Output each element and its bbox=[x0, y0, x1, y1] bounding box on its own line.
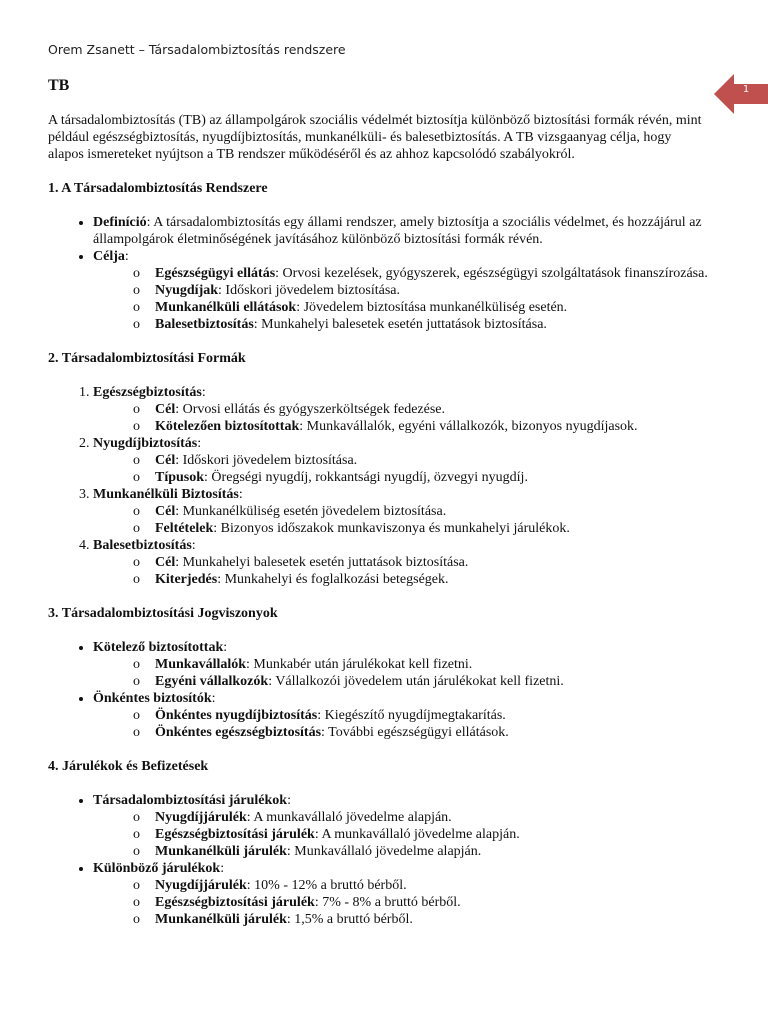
item-text: : Munkavállaló jövedelme alapján. bbox=[286, 844, 482, 859]
item-text: : bbox=[223, 640, 228, 655]
intro-paragraph: A társadalombiztosítás (TB) az állampolgárok szociális védelmét biztosítja különböző biztosítási formák révén, mint például egészségbiztosítás, nyugdíjbiztosítás, munkanélküli- és balesetbiztosítás. A TB vizsgaanyag célja, hogy alapos ismereteket nyújtson a TB rendszer működéséről és az ahhoz kapcsolódó szabályokról. bbox=[48, 113, 702, 162]
term: Egészségbiztosítási járulék bbox=[155, 827, 315, 842]
item-text: : Orvosi kezelések, gyógyszerek, egészségügyi szolgáltatások finanszírozása. bbox=[275, 266, 708, 281]
sublist-item bbox=[140, 571, 708, 588]
term: Cél bbox=[155, 402, 176, 417]
item-text: : bbox=[287, 793, 291, 808]
sublist bbox=[93, 656, 708, 690]
item-text: : Jövedelem biztosítása munkanélküliség esetén. bbox=[296, 300, 568, 315]
term: Önkéntes biztosítók bbox=[93, 691, 212, 706]
sublist bbox=[93, 554, 708, 588]
term: Nyugdíjjárulék bbox=[155, 810, 247, 825]
term: Definíció bbox=[93, 215, 147, 230]
term: Kötelezően biztosítottak bbox=[155, 419, 300, 434]
sublist-item bbox=[140, 911, 708, 928]
running-header: Orem Zsanett – Társadalombiztosítás rendszere bbox=[48, 42, 346, 57]
document-title: TB bbox=[48, 77, 70, 94]
term: Munkanélküli járulék bbox=[155, 912, 287, 927]
list-item bbox=[93, 639, 708, 690]
item-text: : bbox=[220, 861, 225, 876]
term: Egészségbiztosítás bbox=[93, 385, 202, 400]
term: Kiterjedés bbox=[155, 572, 218, 587]
sublist-item bbox=[140, 707, 708, 724]
sublist-item bbox=[140, 724, 708, 741]
term: Kötelező biztosítottak bbox=[93, 640, 224, 655]
term: Balesetbiztosítás bbox=[93, 538, 192, 553]
sublist-item bbox=[140, 843, 708, 860]
section-1-list bbox=[48, 214, 708, 333]
list-item bbox=[93, 248, 708, 333]
item-text: : Bizonyos időszakok munkaviszonya és munkahelyi járulékok. bbox=[213, 521, 570, 536]
sublist-item bbox=[140, 520, 708, 537]
term: Önkéntes egészségbiztosítás bbox=[155, 725, 322, 740]
item-text: : Munkavállalók, egyéni vállalkozók, bizonyos nyugdíjasok. bbox=[299, 419, 638, 434]
section-3-list bbox=[48, 639, 708, 741]
list-item bbox=[93, 860, 708, 928]
term: Cél bbox=[155, 504, 176, 519]
term: Társadalombiztosítási járulékok bbox=[93, 793, 288, 808]
sublist bbox=[93, 809, 708, 860]
item-text: : Időskori jövedelem biztosítása. bbox=[218, 283, 400, 298]
item-text: : bbox=[197, 436, 202, 451]
term: Egészségbiztosítási járulék bbox=[155, 895, 315, 910]
sublist-item bbox=[140, 877, 708, 894]
sublist-item bbox=[140, 656, 708, 673]
term: Célja bbox=[93, 249, 125, 264]
item-text: : 10% - 12% a bruttó bérből. bbox=[246, 878, 407, 893]
sublist bbox=[93, 401, 708, 435]
goals-sublist bbox=[93, 265, 708, 333]
sublist bbox=[93, 452, 708, 486]
term: Típusok bbox=[155, 470, 205, 485]
page-number: 1 bbox=[742, 84, 750, 95]
item-text: : Kiegészítő nyugdíjmegtakarítás. bbox=[317, 708, 506, 723]
sublist bbox=[93, 877, 708, 928]
item-text: : Munkahelyi és foglalkozási betegségek. bbox=[217, 572, 449, 587]
item-text: : 1,5% a bruttó bérből. bbox=[286, 912, 413, 927]
item-text: : Vállalkozói jövedelem után járulékokat kell fizetni. bbox=[268, 674, 564, 689]
item-text: : Munkahelyi balesetek esetén juttatások biztosítása. bbox=[253, 317, 547, 332]
sublist-item bbox=[140, 894, 708, 911]
term: Cél bbox=[155, 453, 176, 468]
item-text: : 7% - 8% a bruttó bérből. bbox=[314, 895, 461, 910]
term: Egészségügyi ellátás bbox=[155, 266, 276, 281]
section-4-heading: 4. Járulékok és Befizetések bbox=[48, 759, 209, 774]
sublist-item bbox=[140, 299, 708, 316]
section-1-heading: 1. A Társadalombiztosítás Rendszere bbox=[48, 181, 268, 196]
list-item bbox=[93, 537, 708, 588]
section-3-heading: 3. Társadalombiztosítási Jogviszonyok bbox=[48, 606, 278, 621]
term: Cél bbox=[155, 555, 176, 570]
section-4-list bbox=[48, 792, 708, 928]
sublist bbox=[93, 707, 708, 741]
item-text: : bbox=[238, 487, 243, 502]
document-body bbox=[48, 76, 708, 945]
sublist-item bbox=[140, 452, 708, 469]
term: Munkanélküli ellátások bbox=[155, 300, 297, 315]
term: Önkéntes nyugdíjbiztosítás bbox=[155, 708, 318, 723]
term: Nyugdíjjárulék bbox=[155, 878, 247, 893]
item-text: : Munkanélküliség esetén jövedelem biztosítása. bbox=[175, 504, 447, 519]
item-text: : bbox=[201, 385, 206, 400]
list-item bbox=[93, 214, 708, 248]
sublist-item bbox=[140, 809, 708, 826]
item-text: : bbox=[211, 691, 216, 706]
list-item bbox=[93, 435, 708, 486]
sublist-item bbox=[140, 503, 708, 520]
sublist-item bbox=[140, 418, 708, 435]
item-text: : Időskori jövedelem biztosítása. bbox=[175, 453, 358, 468]
sublist-item bbox=[140, 673, 708, 690]
term: Különböző járulékok bbox=[93, 861, 221, 876]
section-2-list bbox=[48, 384, 708, 588]
sublist-item bbox=[140, 401, 708, 418]
sublist-item bbox=[140, 469, 708, 486]
term: Feltételek bbox=[155, 521, 214, 536]
item-text: : Munkabér után járulékokat kell fizetni. bbox=[246, 657, 473, 672]
term: Egyéni vállalkozók bbox=[155, 674, 269, 689]
sublist-item bbox=[140, 316, 708, 333]
item-text: : A munkavállaló jövedelme alapján. bbox=[314, 827, 520, 842]
term: Munkavállalók bbox=[155, 657, 247, 672]
list-item bbox=[93, 384, 708, 435]
item-text: : Öregségi nyugdíj, rokkantsági nyugdíj, özvegyi nyugdíj. bbox=[204, 470, 528, 485]
term: Munkanélküli járulék bbox=[155, 844, 287, 859]
list-item bbox=[93, 486, 708, 537]
list-item bbox=[93, 690, 708, 741]
item-text: : A munkavállaló jövedelme alapján. bbox=[246, 810, 452, 825]
item-text: : bbox=[191, 538, 196, 553]
term: Nyugdíjak bbox=[155, 283, 219, 298]
sublist-item bbox=[140, 826, 708, 843]
item-text: : A társadalombiztosítás egy állami rendszer, amely biztosítja a szociális védelmet, és hozzájárul az állampolgárok életminőségének javításához különböző biztosítási formák révén. bbox=[93, 215, 702, 247]
sublist-item bbox=[140, 554, 708, 571]
sublist bbox=[93, 503, 708, 537]
term: Nyugdíjbiztosítás bbox=[93, 436, 198, 451]
item-text: : További egészségügyi ellátások. bbox=[321, 725, 509, 740]
sublist-item bbox=[140, 282, 708, 299]
item-text: : Orvosi ellátás és gyógyszerköltségek fedezése. bbox=[175, 402, 446, 417]
section-2-heading: 2. Társadalombiztosítási Formák bbox=[48, 351, 246, 366]
sublist-item bbox=[140, 265, 708, 282]
item-text: : Munkahelyi balesetek esetén juttatások biztosítása. bbox=[175, 555, 469, 570]
item-text: : bbox=[124, 249, 129, 264]
term: Balesetbiztosítás bbox=[155, 317, 254, 332]
list-item bbox=[93, 792, 708, 860]
term: Munkanélküli Biztosítás bbox=[93, 487, 239, 502]
